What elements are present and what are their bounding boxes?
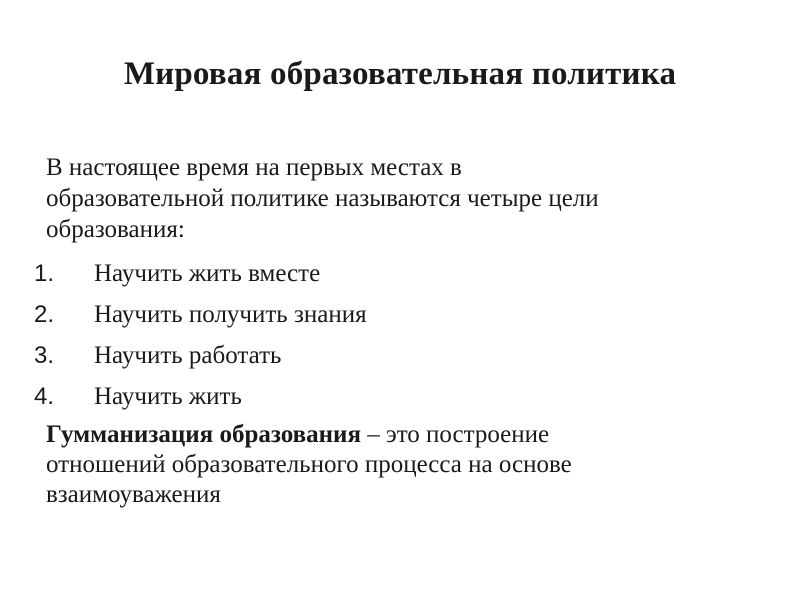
list-item-number: 2. [34,301,55,328]
definition-line-3: взаимоуважения [46,481,221,508]
definition-line-1 [46,420,746,450]
list-item-number: 3. [34,342,55,369]
goals-list [34,258,754,422]
intro-paragraph: В настоящее время на первых местах в образовательной политике называются четыре цели образования: [46,154,599,243]
list-item-text: Научить жить вместе [94,260,321,287]
list-item-number: 4. [34,383,55,410]
list-item [34,340,754,381]
list-item [34,381,754,422]
list-item [34,299,754,340]
definition-line-2: отношений образовательного процесса на основе [46,451,572,478]
list-item-text: Научить работать [94,342,282,369]
definition-term: Гумманизация образования [46,421,361,448]
definition-paragraph [46,420,746,510]
definition-text: – это построение [360,421,550,448]
list-item-text: Научить жить [94,383,242,410]
list-item [34,258,754,299]
list-item-number: 1. [34,260,55,287]
list-item-text: Научить получить знания [94,301,367,328]
slide-title: Мировая образовательная политика [123,56,677,92]
